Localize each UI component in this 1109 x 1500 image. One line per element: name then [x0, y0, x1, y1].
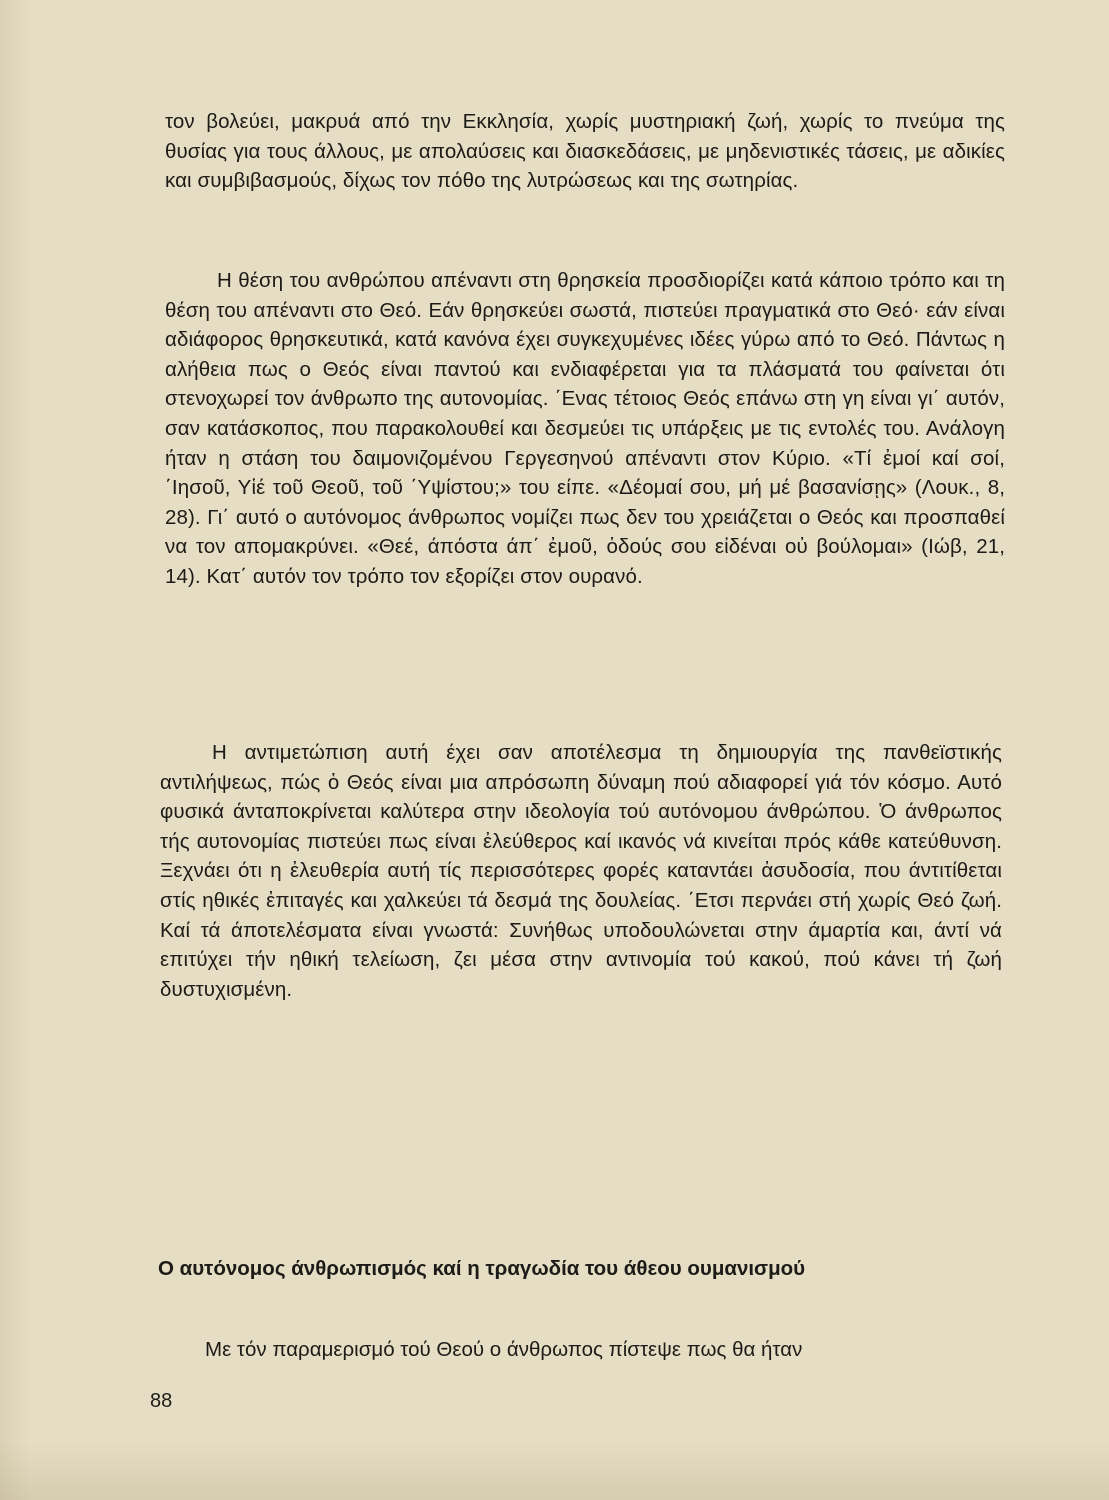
- section-heading: Ο αυτόνομος άνθρωπισμός καί η τραγωδία του άθεου ουμανισμού: [158, 1257, 806, 1280]
- paragraph-4: Με τόν παραμερισμό τού Θεού ο άνθρωπος πίστεψε πως θα ήταν: [205, 1338, 803, 1361]
- paragraph-3: Η αντιμετώπιση αυτή έχει σαν αποτέλεσμα τη δημιουργία της πανθεϊστικής αντιλήψεως, πώς ὁ Θεός είναι μια απρόσωπη δύναμη πού αδιαφορεί γιά τόν κόσμο. Αυτό φυσικά άνταποκρίνεται καλύτερα στην ιδεολογία τού αυτόνομου άνθρώπου. Ὁ άνθρωπος τής αυτονομίας πιστεύει πως είναι ἐλεύθερος καί ικανός νά κινείται πρός κάθε κατεύθυνση. Ξεχνάει ότι η ἐλευθερία αυτή τίς περισσότερες φορές καταντάει ἀσυδοσία, που άντιτίθεται στίς ηθικές ἐπιταγές και χαλκεύει τά δεσμά της δουλείας. ΄Ετσι περνάει στή χωρίς Θεό ζωή. Καί τά άποτελέσματα είναι γνωστά: Συνήθως υποδουλώνεται στην άμαρτία και, άντί νά επιτύχει τήν ηθική τελείωση, ζει μέσα στην αντινομία τού κακού, πού κάνει τή ζωή δυστυχισμένη.: [160, 741, 1002, 1001]
- paragraph-1: τον βολεύει, μακρυά από την Εκκλησία, χωρίς μυστηριακή ζωή, χωρίς το πνεύμα της θυσίας για τους άλλους, με απολαύσεις και διασκεδάσεις, με μηδενιστικές τάσεις, με αδικίες και συμβιβασμούς, δίχως τον πόθο της λυτρώσεως και της σωτηρίας.: [165, 110, 1005, 193]
- page-number: 88: [150, 1390, 173, 1412]
- paragraph-2: Η θέση του ανθρώπου απέναντι στη θρησκεία προσδιορίζει κατά κάποιο τρόπο και τη θέση του απέναντι στο Θεό. Εάν θρησκεύει σωστά, πιστεύει πραγματικά στο Θεό· εάν είναι αδιάφορος θρησκευτικά, κατά κανόνα έχει συγκεχυμένες ιδέες γύρω από το Θεό. Πάντως η αλήθεια πως ο Θεός είναι παντού και ενδιαφέρεται για τα πλάσματά του φαίνεται ότι στενοχωρεί τον άνθρωπο της αυτονομίας. ΄Ενας τέτοιος Θεός επάνω στη γη είναι γι΄ αυτόν, σαν κατάσκοπος, που παρακολουθεί και δεσμεύει τις υπάρξεις με τις εντολές του. Ανάλογη ήταν η στάση του δαιμονιζομένου Γεργεσηνού απέναντι στον Κύριο. «Τί ἐμοί καί σοί, ΄Ιησοῦ, Υἱέ τοῦ Θεοῦ, τοῦ ΄Υψίστου;» του είπε. «Δέομαί σου, μή μέ βασανίσῃς» (Λουκ., 8, 28). Γι΄ αυτό ο αυτόνομος άνθρωπος νομίζει πως δεν του χρειάζεται ο Θεός και προσπαθεί να τον απομακρύνει. «Θεέ, άπόστα άπ΄ ἐμοῦ, ὁδούς σου εἰδέναι οὐ βούλομαι» (Ιώβ, 21, 14). Κατ΄ αυτόν τον τρόπο τον εξορίζει στον ουρανό.: [165, 269, 1005, 588]
